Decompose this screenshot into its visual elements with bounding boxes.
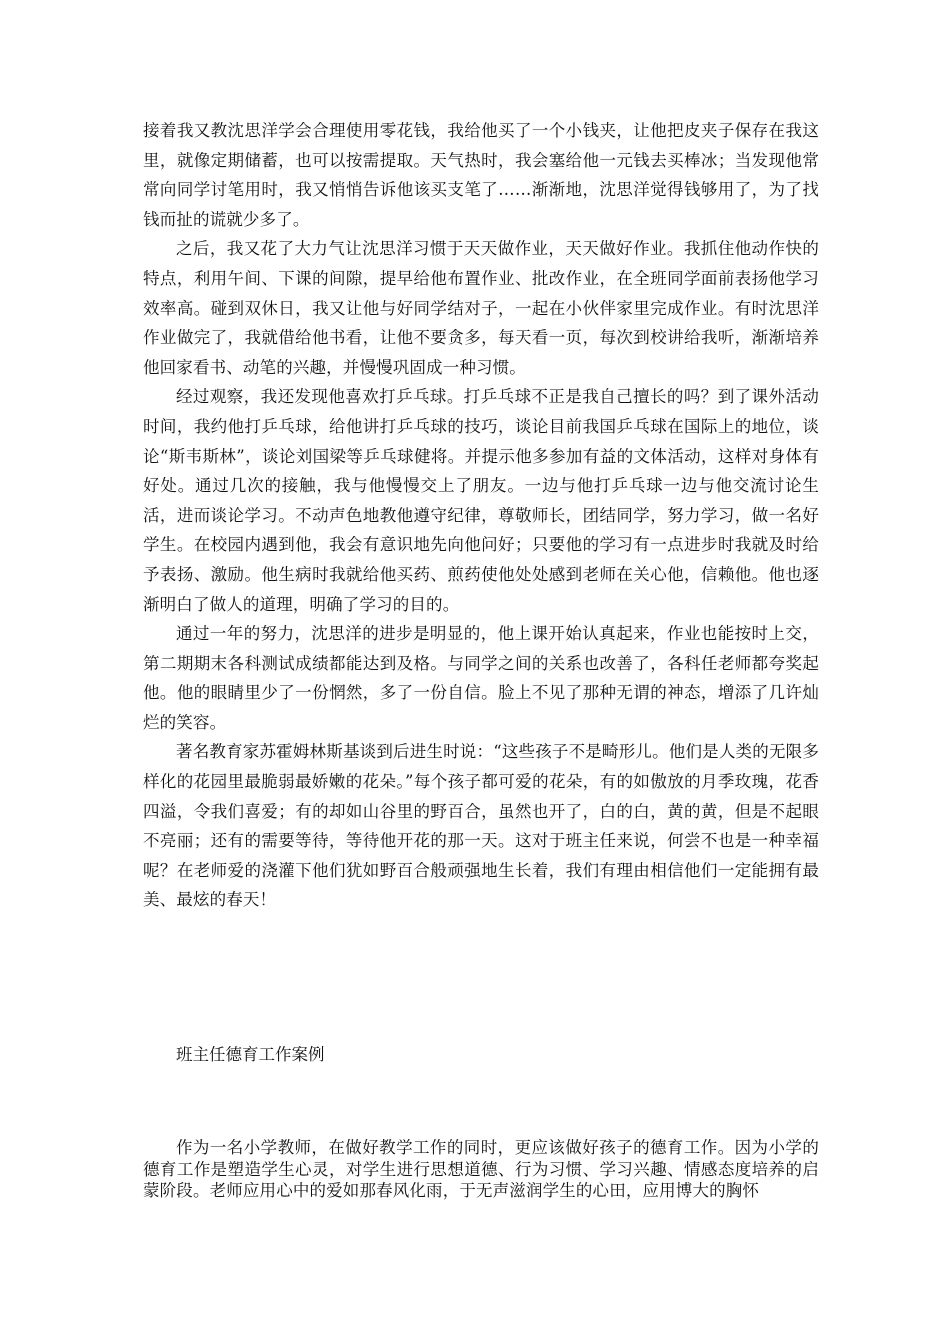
paragraph-table-tennis: 经过观察，我还发现他喜欢打乒乓球。打乒乓球不正是我自己擅长的吗？到了课外活动时间，我约他打乒乓球，给他讲打乒乓球的技巧，谈论目前我国乒乓球在国际上的地位，谈论“斯韦斯林”，谈论刘国梁等乒乓球健将。并提示他多参加有益的文体活动，这样对身体有好处。通过几次的接触，我与他慢慢交上了朋友。一边与他打乒乓球一边与他交流讨论生活，进而谈论学习。不动声色地教他遵守纪律，尊敬师长，团结同学，努力学习，做一名好学生。在校园内遇到他，我会有意识地先向他问好；只要他的学习有一点进步时我就及时给予表扬、激励。他生病时我就给他买药、煎药使他处处感到老师在关心他，信赖他。他也逐渐明白了做人的道理，明确了学习的目的。 <box>143 387 819 614</box>
moral-education-section <box>143 1137 819 1202</box>
paragraph-homework-habit: 之后，我又花了大力气让沈思洋习惯于天天做作业，天天做好作业。我抓住他动作快的特点，利用午间、下课的间隙，提早给他布置作业、批改作业，在全班同学面前表扬他学习效率高。碰到双休日，我又让他与好同学结对子，一起在小伙伴家里完成作业。有时沈思洋作业做完了，我就借给他书看，让他不要贪多，每天看一页，每次到校讲给我听，渐渐培养他回家看书、动笔的兴趣，并慢慢巩固成一种习惯。 <box>143 239 819 377</box>
paragraph-sukhomlinsky-quote: 著名教育家苏霍姆林斯基谈到后进生时说：“这些孩子不是畸形儿。他们是人类的无限多样化的花园里最脆弱最娇嫩的花朵。”每个孩子都可爱的花朵，有的如傲放的月季玫瑰，花香四溢，令我们喜爱；有的却如山谷里的野百合，虽然也开了，白的白，黄的黄，但是不起眼不亮丽；还有的需要等待，等待他开花的那一天。这对于班主任来说，何尝不也是一种幸福呢？在老师爱的浇灌下他们犹如野百合般顽强地生长着，我们有理由相信他们一定能拥有最美、最炫的春天！ <box>143 742 819 910</box>
case-story-section <box>143 116 819 915</box>
paragraph-pocket-money: 接着我又教沈思洋学会合理使用零花钱，我给他买了一个小钱夹，让他把皮夹子保存在我这里，就像定期储蓄，也可以按需提取。天气热时，我会塞给他一元钱去买棒冰；当发现他常常向同学讨笔用时，我又悄悄告诉他该买支笔了……渐渐地，沈思洋觉得钱够用了，为了找钱而扯的谎就少多了。 <box>143 121 819 229</box>
section-heading: 班主任德育工作案例 <box>176 1045 325 1064</box>
paragraph-intro: 作为一名小学教师，在做好教学工作的同时，更应该做好孩子的德育工作。因为小学的德育工作是塑造学生心灵，对学生进行思想道德、行为习惯、学习兴趣、情感态度培养的启蒙阶段。老师应用心中的爱如那春风化雨，于无声滋润学生的心田，应用博大的胸怀 <box>143 1138 819 1200</box>
paragraph-progress: 通过一年的努力，沈思洋的进步是明显的，他上课开始认真起来，作业也能按时上交，第二期期末各科测试成绩都能达到及格。与同学之间的关系也改善了，各科任老师都夸奖起他。他的眼睛里少了一份惘然，多了一份自信。脸上不见了那种无谓的神态，增添了几许灿烂的笑容。 <box>143 624 819 732</box>
